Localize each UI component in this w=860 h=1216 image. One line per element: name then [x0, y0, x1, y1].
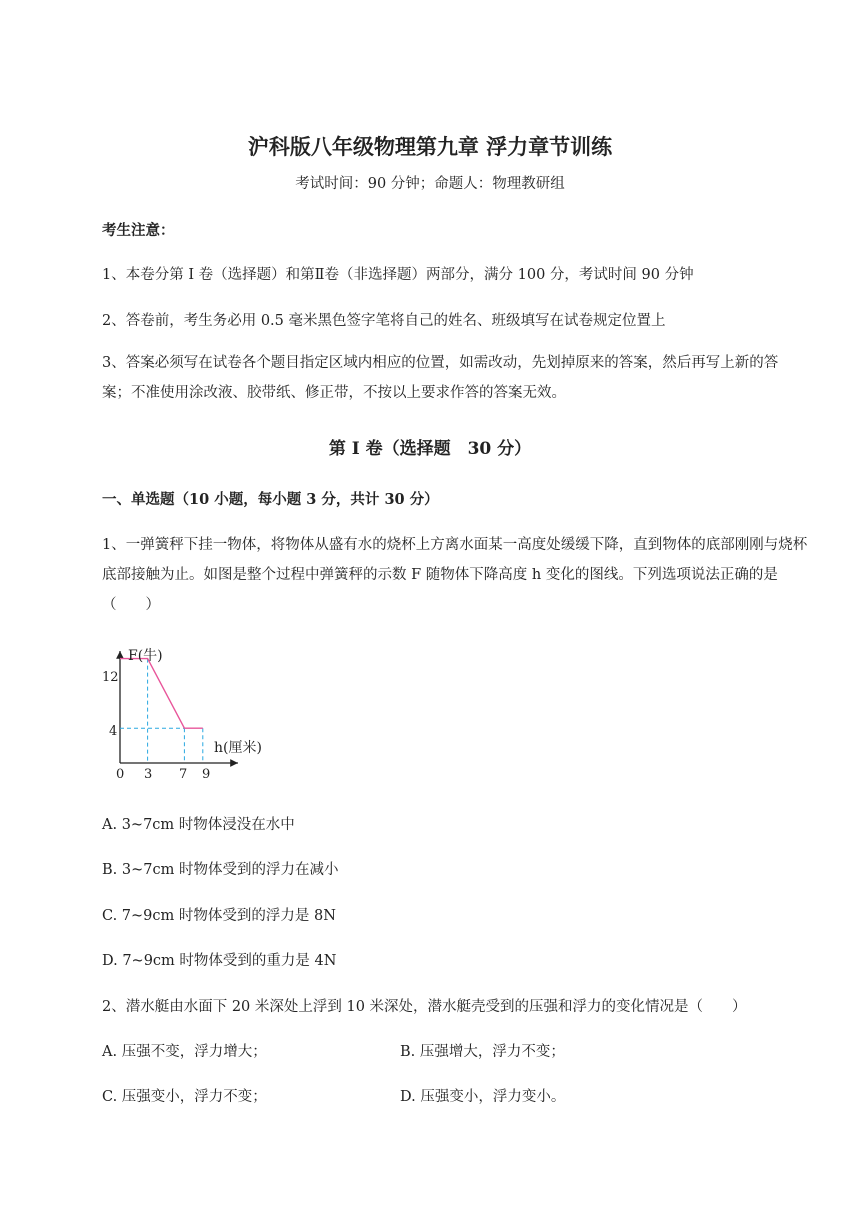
x-axis-label: h(厘米) — [214, 740, 262, 756]
q2-option-c[interactable]: C. 压强变小，浮力不变； — [102, 1089, 267, 1105]
notice-item-3: 3、答案必须写在试卷各个题目指定区域内相应的位置，如需改动，先划掉原来的答案，然后再写上新的答案；不准使用涂改液、胶带纸、修正带，不按以上要求作答的答案无效。 — [102, 355, 779, 401]
notice-item-1: 1、本卷分第 I 卷（选择题）和第Ⅱ卷（非选择题）两部分，满分 100 分，考试时间 90 分钟 — [102, 267, 694, 283]
exam-info: 考试时间：90 分钟；命题人：物理教研组 — [295, 176, 565, 192]
origin-tick-label: 0 — [116, 767, 125, 782]
x-tick-label-3: 3 — [144, 767, 153, 782]
q1-option-b[interactable]: B. 3~7cm 时物体受到的浮力在减小 — [102, 862, 339, 878]
y-tick-label-4: 4 — [109, 724, 118, 739]
y-tick-label-12: 12 — [102, 670, 119, 685]
q1-option-d[interactable]: D. 7~9cm 时物体受到的重力是 4N — [102, 953, 337, 969]
section-title: 第 I 卷（选择题 30 分） — [328, 439, 532, 459]
question-2-stem: 2、潜水艇由水面下 20 米深处上浮到 10 米深处，潜水艇壳受到的压强和浮力的变化情况是（ ） — [102, 999, 747, 1015]
part-title: 一、单选题（10 小题，每小题 3 分，共计 30 分） — [102, 491, 439, 508]
page-title: 沪科版八年级物理第九章 浮力章节训练 — [247, 134, 613, 159]
q1-option-c[interactable]: C. 7~9cm 时物体受到的浮力是 8N — [102, 908, 336, 924]
series-line — [120, 659, 203, 729]
x-tick-label-9: 9 — [202, 767, 211, 782]
notice-item-2: 2、答卷前，考生务必用 0.5 毫米黑色签字笔将自己的姓名、班级填写在试卷规定位置上 — [102, 313, 666, 329]
q2-option-d[interactable]: D. 压强变小，浮力变小。 — [400, 1089, 566, 1105]
force-height-chart — [100, 643, 280, 783]
y-axis-label: F(牛) — [128, 648, 163, 664]
q1-option-a[interactable]: A. 3~7cm 时物体浸没在水中 — [102, 817, 295, 833]
question-1-stem: 1、一弹簧秤下挂一物体，将物体从盛有水的烧杯上方离水面某一高度处缓缓下降，直到物体的底部刚刚与烧杯底部接触为止。如图是整个过程中弹簧秤的示数 F 随物体下降高度 h 变化的图线。下列选项说法正确的是（ ） — [102, 537, 808, 613]
notice-heading: 考生注意： — [102, 222, 175, 239]
q2-option-a[interactable]: A. 压强不变，浮力增大； — [102, 1044, 267, 1060]
x-tick-label-7: 7 — [179, 767, 188, 782]
q2-option-b[interactable]: B. 压强增大，浮力不变； — [400, 1044, 565, 1060]
